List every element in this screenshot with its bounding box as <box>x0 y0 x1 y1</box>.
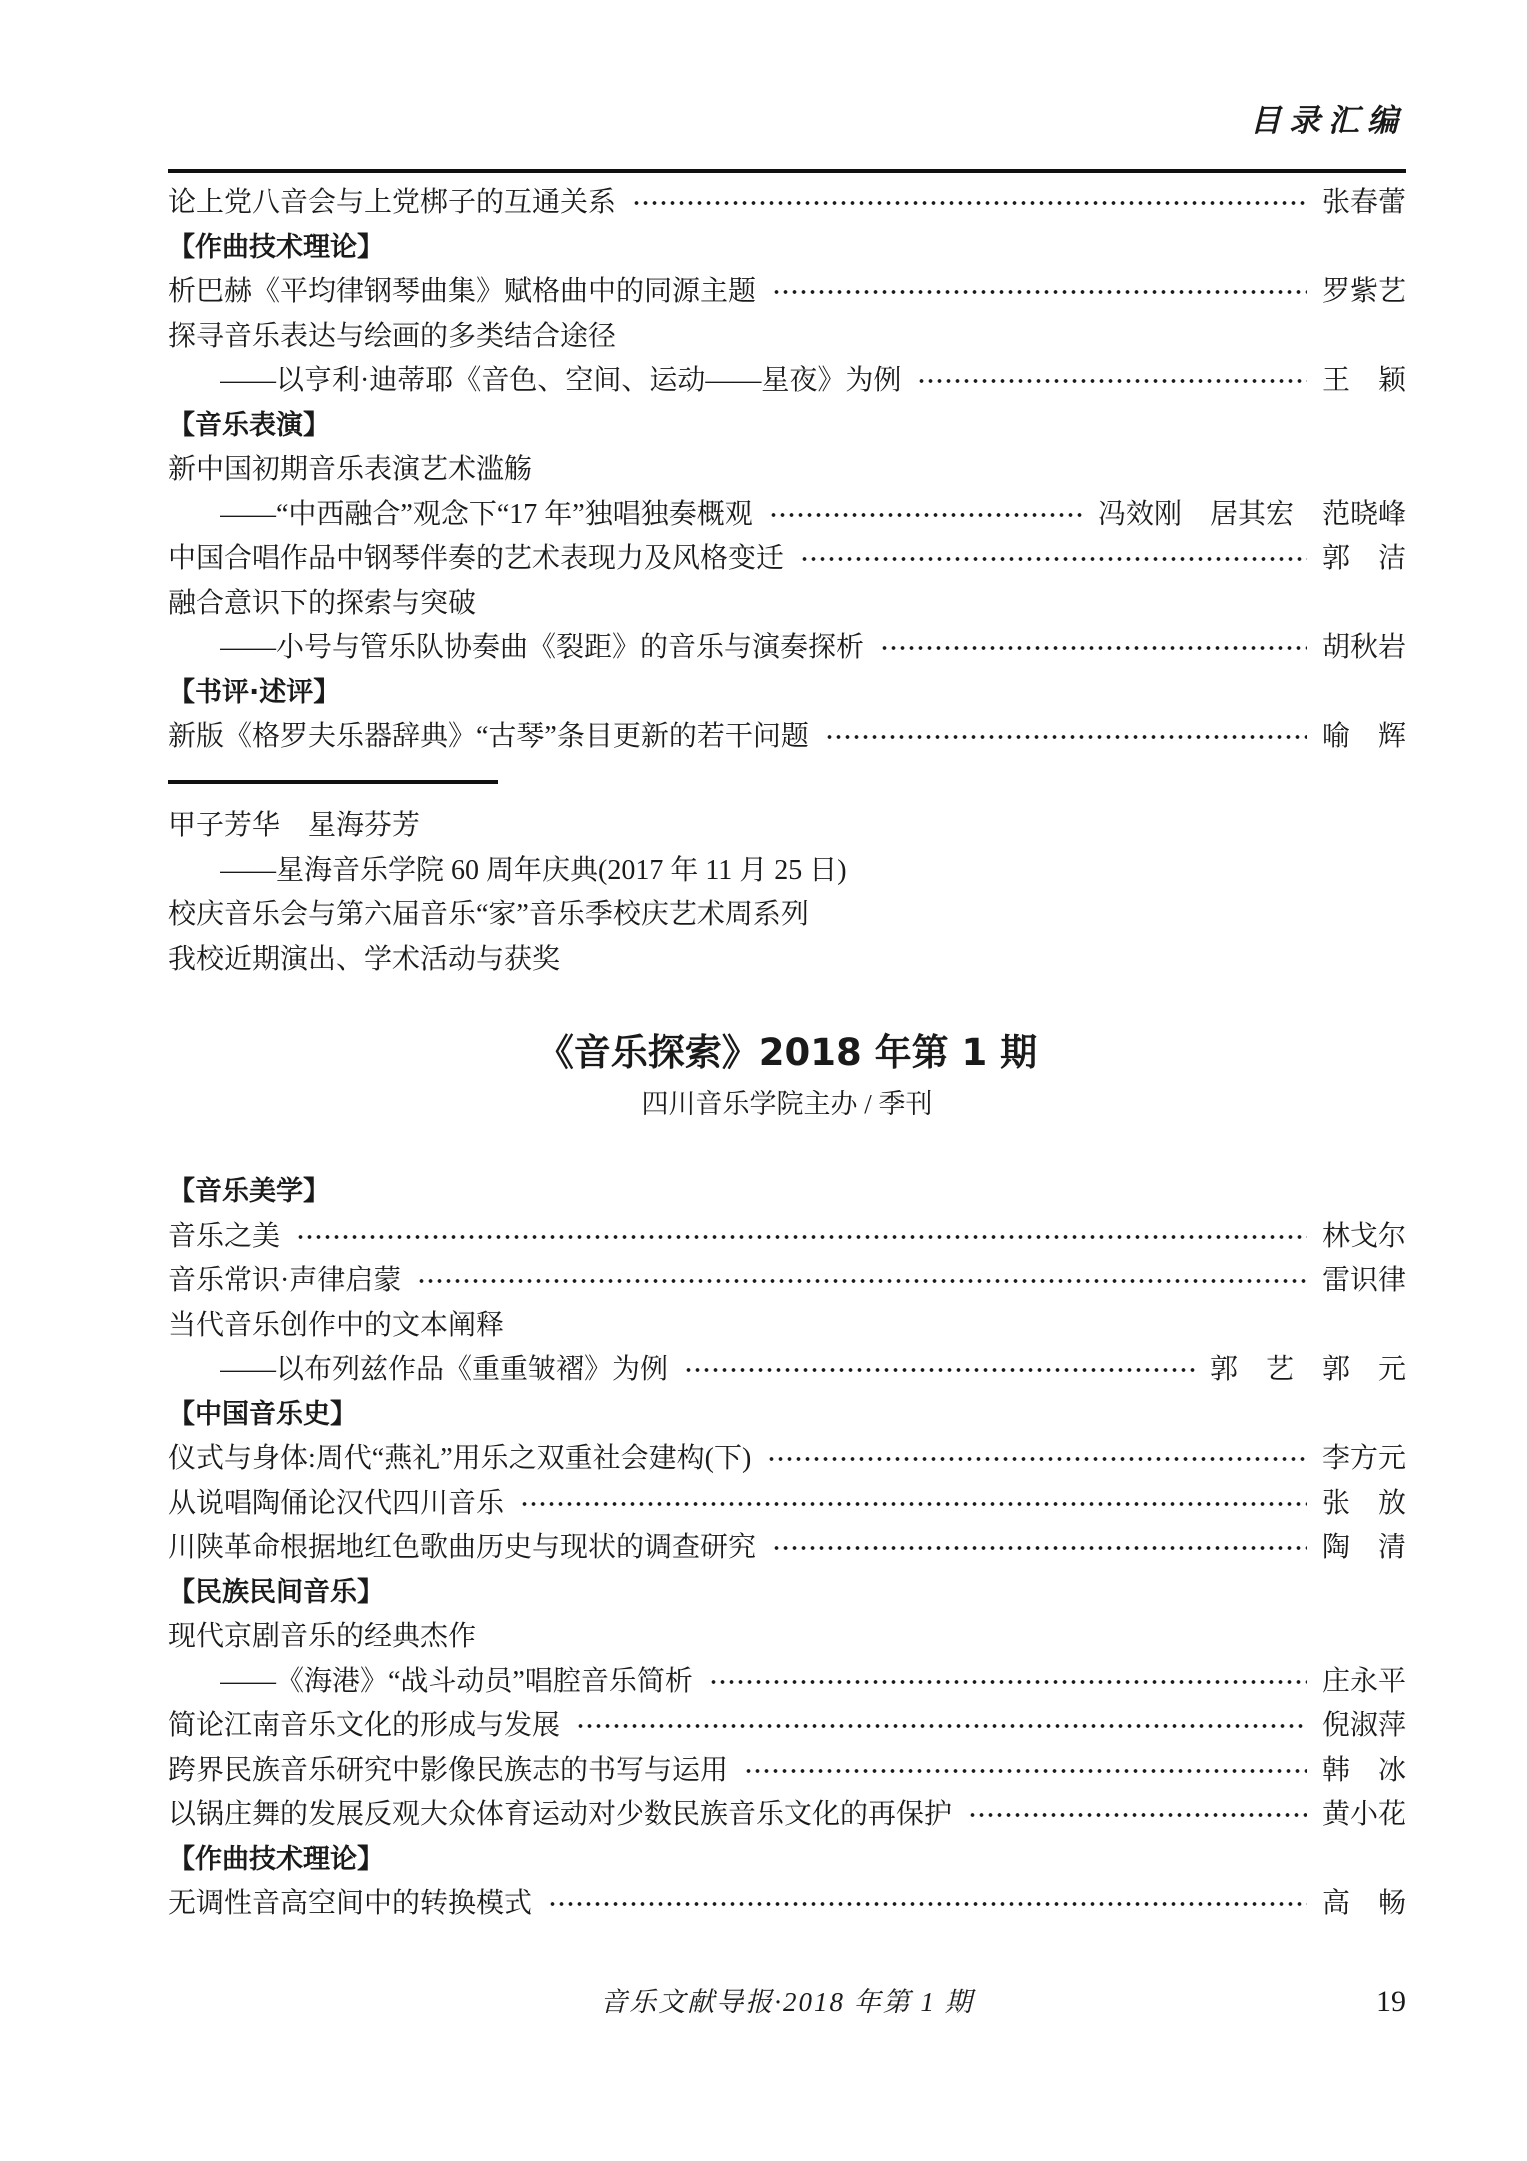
dot-leader <box>800 537 1307 582</box>
toc-line-text: 【音乐美学】 <box>168 1176 330 1207</box>
toc-line-text: 四川音乐学院主办 / 季刊 <box>641 1088 933 1119</box>
toc-line-text: 析巴赫《平均律钢琴曲集》赋格曲中的同源主题 <box>168 276 757 307</box>
toc-entry-authors: 陶 清 <box>1321 1532 1406 1563</box>
toc-entry-authors: 张春蕾 <box>1321 187 1406 218</box>
toc-entry-authors: 张 放 <box>1321 1487 1406 1519</box>
toc-line-text: 中国合唱作品中钢琴伴奏的艺术表现力及风格变迁 <box>168 543 785 574</box>
toc-line-text: ——星海音乐学院 60 周年庆典(2017 年 11 月 25 日) <box>220 854 847 886</box>
journal-issue-subtitle <box>168 1079 1406 1129</box>
dot-leader <box>417 1259 1307 1304</box>
toc-line-text: 音乐常识·声律启蒙 <box>168 1265 402 1296</box>
toc-line-text: 探寻音乐表达与绘画的多类结合途径 <box>168 320 617 352</box>
toc-entry <box>168 715 1406 760</box>
toc-entry-authors: 胡秋岩 <box>1321 632 1406 663</box>
dot-leader <box>576 1704 1307 1749</box>
toc-line-text: 【作曲技术理论】 <box>168 231 384 263</box>
toc-line <box>168 1304 1406 1349</box>
toc-line-text: 跨界民族音乐研究中影像民族志的书写与运用 <box>168 1754 729 1786</box>
toc-entry <box>168 270 1406 315</box>
toc-entry-authors: 倪淑萍 <box>1321 1710 1406 1741</box>
toc-entry-authors: 冯效刚 居其宏 范晓峰 <box>1097 498 1406 530</box>
dot-leader <box>684 1348 1195 1393</box>
toc-section-heading <box>168 1838 1406 1883</box>
toc-entry <box>168 1482 1406 1527</box>
toc-line <box>168 893 1406 938</box>
toc-line-text: ——以亨利·迪蒂耶《音色、空间、运动——星夜》为例 <box>220 365 902 396</box>
dot-leader <box>917 359 1307 404</box>
toc-entry <box>168 1526 1406 1571</box>
toc-line <box>168 938 1406 983</box>
toc-line-text: 【作曲技术理论】 <box>168 1843 384 1875</box>
toc-entry <box>168 359 1406 404</box>
toc-entry <box>168 1660 1406 1705</box>
toc-entry <box>168 493 1406 538</box>
page-footer <box>168 1980 1406 2024</box>
toc-group-divider <box>168 760 1406 805</box>
toc-entry-authors: 罗紫艺 <box>1321 276 1406 307</box>
toc-entry <box>168 1348 1406 1393</box>
toc-entry-authors: 郭 艺 郭 元 <box>1209 1354 1406 1385</box>
dot-leader <box>825 715 1307 760</box>
running-head: 目录汇编 <box>1250 102 1406 138</box>
dot-leader <box>548 1882 1307 1927</box>
divider-line <box>168 780 498 784</box>
toc-line-text: 【民族民间音乐】 <box>168 1576 384 1608</box>
toc-entry-authors: 林戈尔 <box>1321 1220 1406 1252</box>
toc-line-text: 校庆音乐会与第六届音乐“家”音乐季校庆艺术周系列 <box>168 899 809 930</box>
toc-entry <box>168 626 1406 671</box>
toc-line <box>168 1615 1406 1660</box>
dot-leader <box>772 1526 1307 1571</box>
toc-line-text: 音乐之美 <box>168 1220 281 1252</box>
toc-entry-authors: 喻 辉 <box>1321 721 1406 752</box>
toc-line-text: 当代音乐创作中的文本阐释 <box>168 1309 505 1341</box>
toc-entry-authors: 黄小花 <box>1321 1799 1406 1830</box>
toc-line-text: 《音乐探索》2018 年第 1 期 <box>536 1030 1038 1074</box>
toc-entry <box>168 1704 1406 1749</box>
toc-entry <box>168 537 1406 582</box>
toc-entry-authors: 庄永平 <box>1321 1665 1406 1697</box>
toc-list <box>168 181 1406 1927</box>
toc-line-text: 新中国初期音乐表演艺术滥觞 <box>168 454 533 485</box>
dot-leader <box>744 1749 1307 1794</box>
toc-line-text: 从说唱陶俑论汉代四川音乐 <box>168 1487 505 1519</box>
toc-section-heading <box>168 1170 1406 1215</box>
toc-entry-authors: 韩 冰 <box>1321 1754 1406 1786</box>
toc-line-text: ——《海港》“战斗动员”唱腔音乐简析 <box>220 1665 693 1697</box>
toc-entry <box>168 1793 1406 1838</box>
toc-line <box>168 448 1406 493</box>
toc-entry-authors: 郭 洁 <box>1321 543 1406 574</box>
journal-issue-title <box>168 1027 1406 1079</box>
dot-leader <box>767 1437 1307 1482</box>
toc-line-text: 川陕革命根据地红色歌曲历史与现状的调查研究 <box>168 1532 757 1563</box>
toc-line <box>168 315 1406 360</box>
toc-entry <box>168 1259 1406 1304</box>
toc-line-text: 甲子芳华 星海芬芳 <box>168 810 421 841</box>
toc-entry-authors: 雷识律 <box>1321 1265 1406 1296</box>
dot-leader <box>520 1482 1307 1527</box>
toc-line <box>168 804 1406 849</box>
dot-leader <box>880 626 1307 671</box>
page-number: 19 <box>1376 1985 1406 2018</box>
toc-section-heading <box>168 1393 1406 1438</box>
toc-entry <box>168 1215 1406 1260</box>
toc-line-text: 论上党八音会与上党梆子的互通关系 <box>168 187 617 218</box>
toc-line-text: 简论江南音乐文化的形成与发展 <box>168 1710 561 1741</box>
footer-journal-title: 音乐文献导报·2018 年第 1 期 <box>600 1987 974 2017</box>
toc-line <box>168 582 1406 627</box>
toc-line <box>168 849 1406 894</box>
toc-entry-authors: 王 颖 <box>1321 365 1406 396</box>
toc-line-text: 以锅庄舞的发展反观大众体育运动对少数民族音乐文化的再保护 <box>168 1799 953 1830</box>
toc-line-text: 无调性音高空间中的转换模式 <box>168 1888 533 1919</box>
toc-entry-authors: 高 畅 <box>1321 1888 1406 1919</box>
dot-leader <box>772 270 1307 315</box>
toc-line-text: 我校近期演出、学术活动与获奖 <box>168 943 561 975</box>
dot-leader <box>709 1660 1307 1705</box>
toc-line-text: 现代京剧音乐的经典杰作 <box>168 1621 477 1652</box>
toc-line-text: 【书评·述评】 <box>168 676 341 708</box>
toc-entry <box>168 181 1406 226</box>
toc-line-text: 新版《格罗夫乐器辞典》“古琴”条目更新的若干问题 <box>168 721 809 752</box>
toc-section-heading <box>168 1571 1406 1616</box>
toc-line-text: 融合意识下的探索与突破 <box>168 587 477 619</box>
dot-leader <box>968 1793 1307 1838</box>
toc-section-heading <box>168 226 1406 271</box>
toc-entry <box>168 1437 1406 1482</box>
toc-line-text: 【音乐表演】 <box>168 409 330 441</box>
toc-entry <box>168 1749 1406 1794</box>
header-rule <box>168 169 1406 173</box>
toc-entry-authors: 李方元 <box>1321 1443 1406 1474</box>
toc-line-text: ——以布列兹作品《重重皱褶》为例 <box>220 1354 669 1385</box>
dot-leader <box>296 1215 1307 1260</box>
toc-line-text: 【中国音乐史】 <box>168 1398 357 1430</box>
dot-leader <box>769 493 1083 538</box>
toc-section-heading <box>168 404 1406 449</box>
toc-line-text: ——小号与管乐队协奏曲《裂距》的音乐与演奏探析 <box>220 632 865 663</box>
toc-line-text: 仪式与身体:周代“燕礼”用乐之双重社会建构(下) <box>168 1443 752 1474</box>
toc-line-text: ——“中西融合”观念下“17 年”独唱独奏概观 <box>220 498 753 530</box>
toc-section-heading <box>168 671 1406 716</box>
toc-entry <box>168 1882 1406 1927</box>
dot-leader <box>632 181 1307 226</box>
